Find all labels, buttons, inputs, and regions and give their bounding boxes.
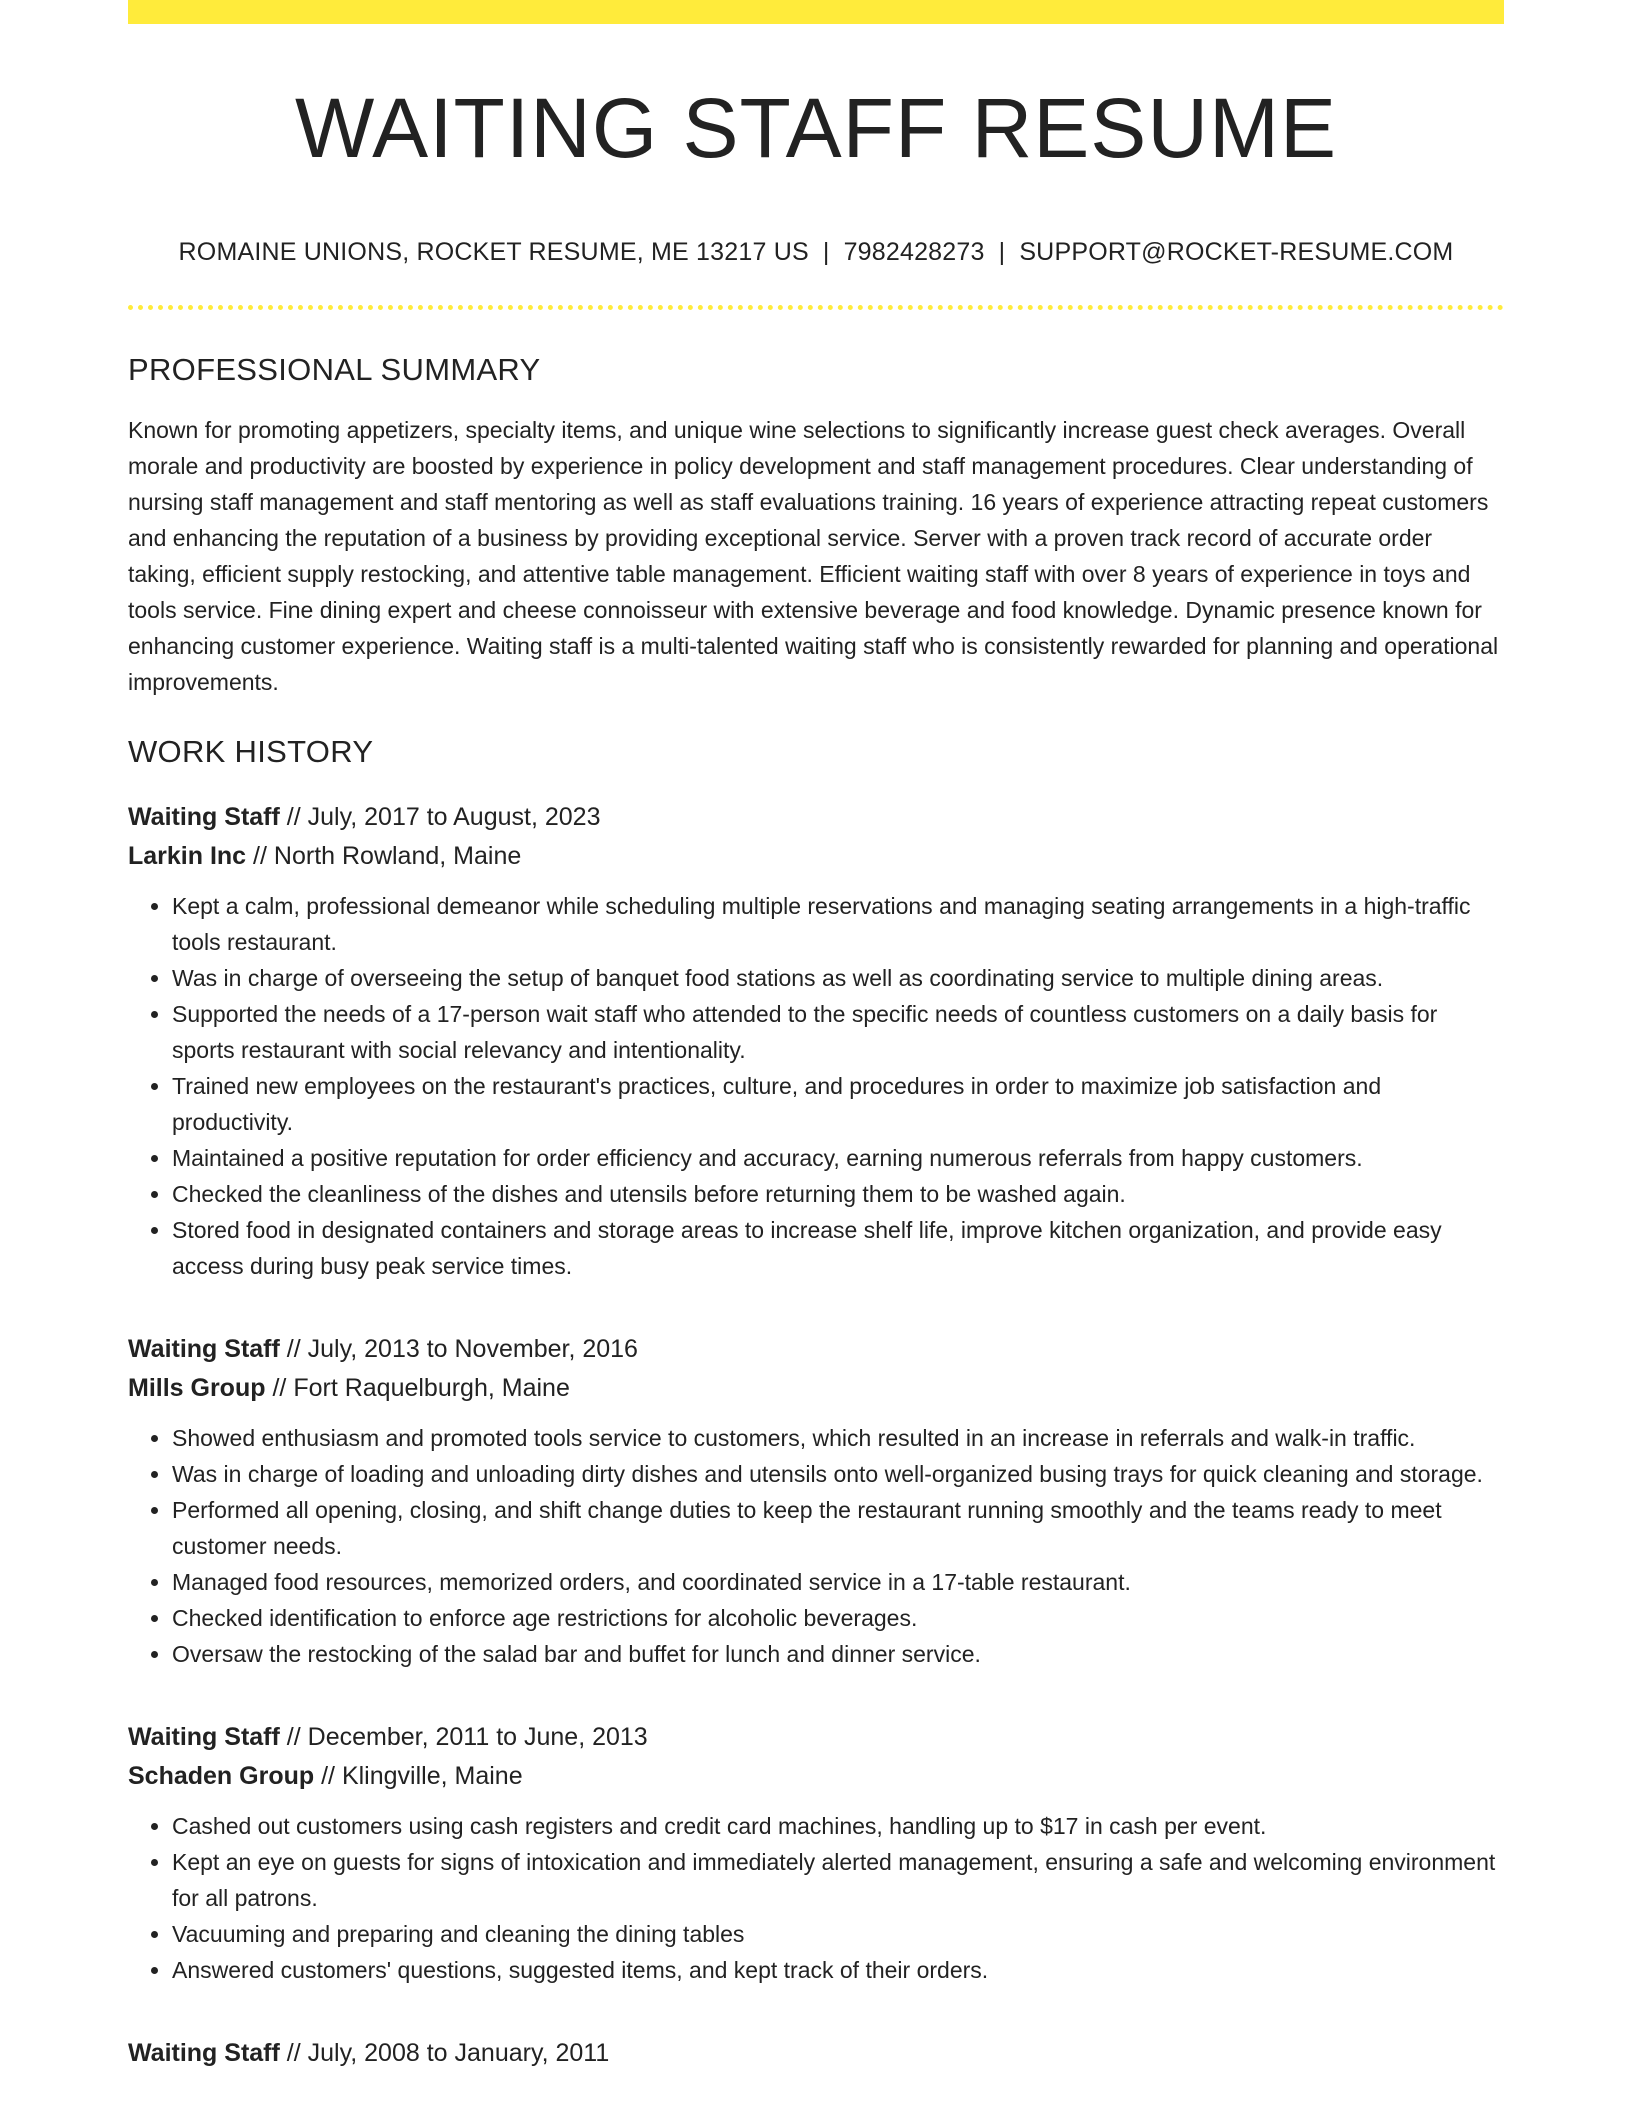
- list-item: • Kept a calm, professional demeanor while scheduling multiple reservations and managing seating arrangements in a high-traffic tools restaurant.: [172, 888, 1504, 960]
- job-separator: //: [286, 1723, 301, 1751]
- job-duties-list: [128, 1808, 1504, 1988]
- list-item: • Cashed out customers using cash registers and credit card machines, handling up to $17 in cash per event.: [172, 1808, 1504, 1844]
- contact-separator: |: [998, 238, 1006, 266]
- dotted-divider: [128, 305, 1504, 310]
- job-entry: [128, 1718, 1504, 1988]
- list-item: • Showed enthusiasm and promoted tools service to customers, which resulted in an increase in referrals and walk-in traffic.: [172, 1420, 1504, 1456]
- job-location: North Rowland, Maine: [273, 842, 522, 870]
- job-separator: //: [286, 803, 301, 831]
- list-item: • Managed food resources, memorized orders, and coordinated service in a 17-table restaurant.: [172, 1564, 1504, 1600]
- list-item: • Trained new employees on the restaurant's practices, culture, and procedures in order to maximize job satisfaction and productivity.: [172, 1068, 1504, 1140]
- work-history-list: [128, 798, 1504, 2073]
- contact-phone: 7982428273: [843, 238, 985, 266]
- list-item: • Vacuuming and preparing and cleaning the dining tables: [172, 1916, 1504, 1952]
- resume-title: WAITING STAFF RESUME: [295, 81, 1337, 175]
- job-entry: [128, 2034, 1504, 2073]
- job-location: Fort Raquelburgh, Maine: [293, 1374, 570, 1402]
- job-title: Waiting Staff: [128, 1335, 280, 1363]
- job-title: Waiting Staff: [128, 803, 280, 831]
- list-item: • Supported the needs of a 17-person wait staff who attended to the specific needs of countless customers on a daily basis for sports restaurant with social relevancy and intentionality.: [172, 996, 1504, 1068]
- job-separator: //: [272, 1374, 287, 1402]
- job-location: Klingville, Maine: [341, 1762, 523, 1790]
- work-history-heading: WORK HISTORY: [128, 734, 374, 769]
- job-dates: July, 2013 to November, 2016: [307, 1335, 638, 1363]
- job-dates: July, 2008 to January, 2011: [307, 2039, 610, 2067]
- job-title: Waiting Staff: [128, 1723, 280, 1751]
- job-title-line: [128, 798, 1504, 837]
- job-dates: December, 2011 to June, 2013: [307, 1723, 648, 1751]
- contact-email: SUPPORT@ROCKET-RESUME.COM: [1019, 238, 1454, 266]
- contact-address: ROMAINE UNIONS, ROCKET RESUME, ME 13217 US: [178, 238, 809, 266]
- list-item: • Was in charge of loading and unloading dirty dishes and utensils onto well-organized busing trays for quick cleaning and storage.: [172, 1456, 1504, 1492]
- job-entry: [128, 1330, 1504, 1672]
- job-separator: //: [253, 842, 267, 870]
- contact-line: [128, 238, 1504, 267]
- list-item: • Checked identification to enforce age restrictions for alcoholic beverages.: [172, 1600, 1504, 1636]
- job-separator: //: [321, 1762, 335, 1790]
- list-item: • Answered customers' questions, suggested items, and kept track of their orders.: [172, 1952, 1504, 1988]
- job-duties-list: [128, 1420, 1504, 1672]
- list-item: • Checked the cleanliness of the dishes and utensils before returning them to be washed again.: [172, 1176, 1504, 1212]
- top-accent-bar: [128, 0, 1504, 24]
- list-item: • Maintained a positive reputation for order efficiency and accuracy, earning numerous referrals from happy customers.: [172, 1140, 1504, 1176]
- job-company: Larkin Inc: [128, 842, 247, 870]
- job-separator: //: [286, 2039, 301, 2067]
- job-company-line: [128, 1369, 1504, 1408]
- job-company: Schaden Group: [128, 1762, 315, 1790]
- job-title-line: [128, 1718, 1504, 1757]
- job-title-line: [128, 1330, 1504, 1369]
- job-company-line: [128, 837, 1504, 876]
- job-company: Mills Group: [128, 1374, 266, 1402]
- list-item: • Kept an eye on guests for signs of intoxication and immediately alerted management, ensuring a safe and welcoming environment for all patrons.: [172, 1844, 1504, 1916]
- resume-page: [128, 0, 1504, 2112]
- list-item: • Oversaw the restocking of the salad bar and buffet for lunch and dinner service.: [172, 1636, 1504, 1672]
- list-item: • Stored food in designated containers and storage areas to increase shelf life, improve kitchen organization, and provide easy access during busy peak service times.: [172, 1212, 1504, 1284]
- list-item: • Was in charge of overseeing the setup of banquet food stations as well as coordinating service to multiple dining areas.: [172, 960, 1504, 996]
- summary-text: Known for promoting appetizers, specialty items, and unique wine selections to significantly increase guest check averages. Overall morale and productivity are boosted by experience in policy development and staff management procedures. Clear understanding of nursing staff management and staff mentoring as well as staff evaluations training. 16 years of experience attracting repeat customers and enhancing the reputation of a business by providing exceptional service. Server with a proven track record of accurate order taking, efficient supply restocking, and attentive table management. Efficient waiting staff with over 8 years of experience in toys and tools service. Fine dining expert and cheese connoisseur with extensive beverage and food knowledge. Dynamic presence known for enhancing customer experience. Waiting staff is a multi-talented waiting staff who is consistently rewarded for planning and operational improvements.: [128, 417, 1499, 695]
- contact-separator: |: [822, 238, 830, 266]
- job-entry: [128, 798, 1504, 1284]
- list-item: • Performed all opening, closing, and shift change duties to keep the restaurant running smoothly and the teams ready to meet customer needs.: [172, 1492, 1504, 1564]
- job-dates: July, 2017 to August, 2023: [307, 803, 601, 831]
- job-company-line: [128, 1757, 1504, 1796]
- job-title-line: [128, 2034, 1504, 2073]
- job-separator: //: [286, 1335, 301, 1363]
- job-duties-list: [128, 888, 1504, 1284]
- job-title: Waiting Staff: [128, 2039, 280, 2067]
- summary-heading: PROFESSIONAL SUMMARY: [128, 352, 541, 387]
